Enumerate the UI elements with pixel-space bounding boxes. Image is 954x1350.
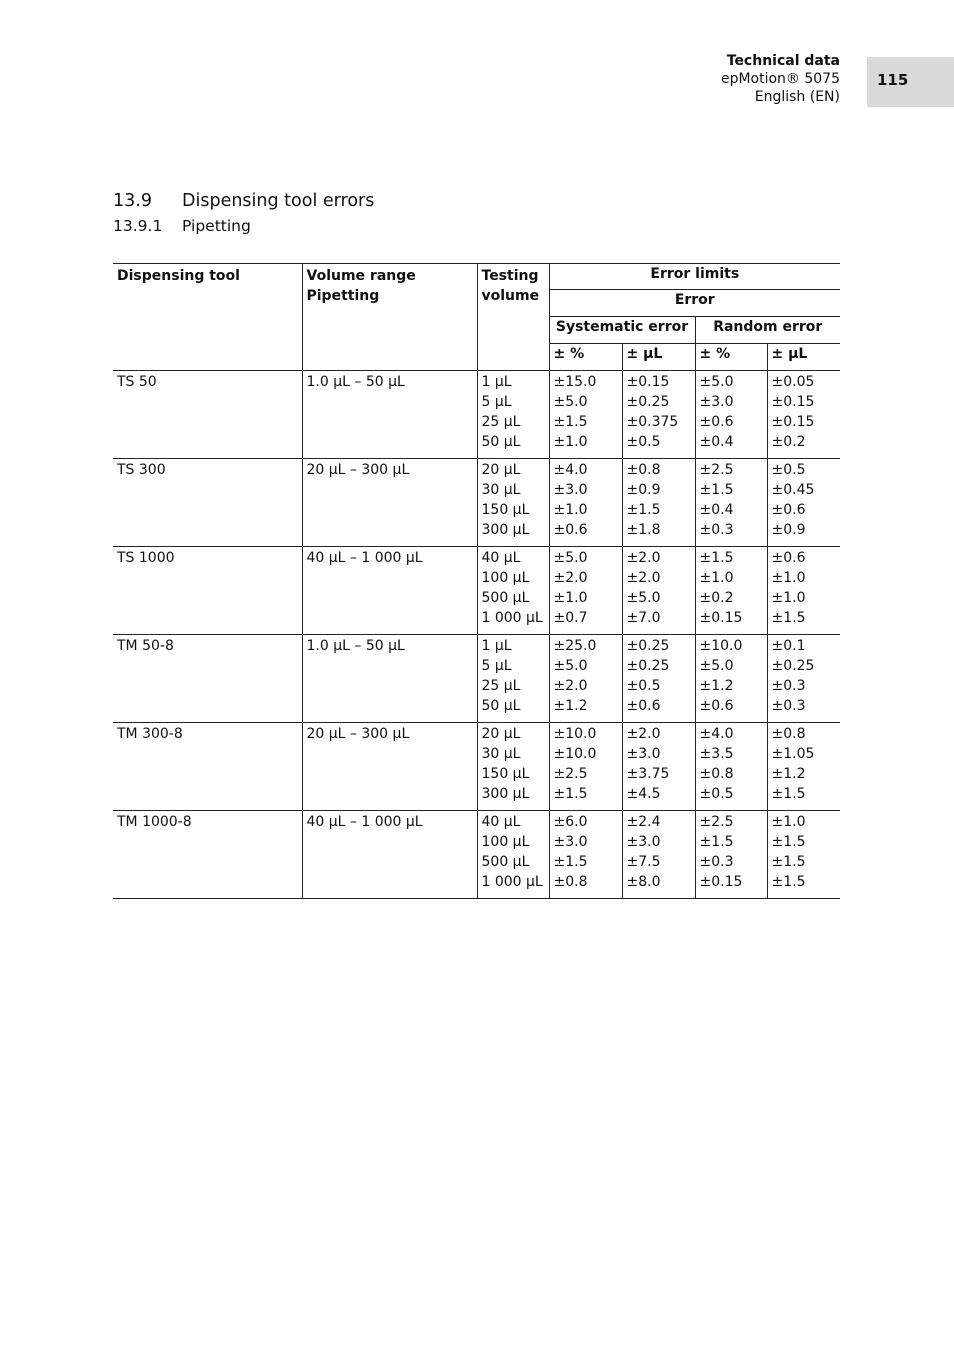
cell-value: ±1.5 bbox=[553, 854, 588, 870]
cell-value: ±1.5 bbox=[553, 414, 588, 430]
cell-value: ±0.2 bbox=[771, 434, 806, 450]
cell-value: 5 µL bbox=[481, 394, 512, 410]
header-text-line2: Pipetting bbox=[306, 288, 380, 304]
cell-value: 300 µL bbox=[481, 786, 530, 802]
dispensing-tool-cell: TM 300-8 bbox=[113, 723, 302, 811]
cell-value: ±10.0 bbox=[553, 726, 597, 742]
cell-value: ±2.5 bbox=[699, 462, 734, 478]
cell-value: ±1.5 bbox=[553, 786, 588, 802]
dispensing-tool-cell: TM 1000-8 bbox=[113, 811, 302, 899]
cell-value: ±0.5 bbox=[771, 462, 806, 478]
cell-value: ±0.15 bbox=[771, 414, 815, 430]
cell-value: ±5.0 bbox=[553, 550, 588, 566]
cell-value: ±1.5 bbox=[771, 834, 806, 850]
cell-value: ±0.5 bbox=[699, 786, 734, 802]
running-header bbox=[721, 52, 840, 106]
cell-value: 1 µL bbox=[481, 638, 512, 654]
testing-volumes-cell bbox=[477, 371, 549, 459]
page-number-tab bbox=[867, 57, 954, 107]
cell-value: ±10.0 bbox=[553, 746, 597, 762]
header-product: epMotion® 5075 bbox=[720, 71, 840, 87]
cell-value: ±1.2 bbox=[699, 678, 734, 694]
col-header-error: Error bbox=[549, 290, 840, 317]
cell-value: ±3.0 bbox=[553, 482, 588, 498]
cell-value: ±10.0 bbox=[699, 638, 743, 654]
cell-value: ±5.0 bbox=[553, 394, 588, 410]
cell-value: ±0.4 bbox=[699, 434, 734, 450]
dispensing-tool-cell: TM 50-8 bbox=[113, 635, 302, 723]
cell-value: ±3.0 bbox=[626, 834, 661, 850]
cell-value: ±0.25 bbox=[626, 658, 670, 674]
cell-value: 500 µL bbox=[481, 854, 530, 870]
cell-value: ±15.0 bbox=[553, 374, 597, 390]
col-header-systematic-error: Systematic error bbox=[549, 317, 695, 344]
random-percent-cell bbox=[695, 459, 767, 547]
cell-value: ±1.0 bbox=[553, 590, 588, 606]
subsection-heading bbox=[113, 216, 251, 236]
cell-value: 40 µL bbox=[481, 814, 521, 830]
systematic-ul-cell bbox=[622, 547, 695, 635]
cell-value: ±25.0 bbox=[553, 638, 597, 654]
cell-value: ±1.5 bbox=[771, 786, 806, 802]
cell-value: ±0.6 bbox=[771, 550, 806, 566]
header-language: English (EN) bbox=[754, 89, 840, 105]
cell-value: 50 µL bbox=[481, 434, 521, 450]
systematic-ul-cell bbox=[622, 371, 695, 459]
header-row bbox=[113, 264, 840, 290]
cell-value: 150 µL bbox=[481, 502, 530, 518]
volume-range-cell: 1.0 µL – 50 µL bbox=[302, 635, 477, 723]
cell-value: ±0.9 bbox=[626, 482, 661, 498]
cell-value: ±0.5 bbox=[626, 678, 661, 694]
cell-value: ±0.1 bbox=[771, 638, 806, 654]
cell-value: ±3.0 bbox=[699, 394, 734, 410]
col-header-testing-volume bbox=[477, 264, 549, 371]
cell-value: ±3.0 bbox=[626, 746, 661, 762]
cell-value: ±1.5 bbox=[699, 482, 734, 498]
header-title: Technical data bbox=[726, 53, 840, 69]
testing-volumes-cell bbox=[477, 723, 549, 811]
random-ul-cell bbox=[767, 547, 840, 635]
random-ul-cell bbox=[767, 811, 840, 899]
cell-value: ±1.8 bbox=[626, 522, 661, 538]
cell-value: ±1.5 bbox=[771, 610, 806, 626]
cell-value: ±0.25 bbox=[771, 658, 815, 674]
cell-value: ±5.0 bbox=[553, 658, 588, 674]
random-percent-cell bbox=[695, 371, 767, 459]
testing-volumes-cell bbox=[477, 459, 549, 547]
cell-value: ±1.5 bbox=[626, 502, 661, 518]
cell-value: ±0.3 bbox=[771, 678, 806, 694]
cell-value: ±3.0 bbox=[553, 834, 588, 850]
page-number: 115 bbox=[877, 71, 909, 89]
col-header-rnd-ul: ± µL bbox=[767, 344, 840, 371]
cell-value: ±0.15 bbox=[699, 874, 743, 890]
subsection-number: 13.9.1 bbox=[113, 217, 163, 235]
cell-value: ±0.3 bbox=[699, 522, 734, 538]
systematic-percent-cell bbox=[549, 811, 622, 899]
testing-volumes-cell bbox=[477, 547, 549, 635]
cell-value: 30 µL bbox=[481, 746, 521, 762]
table-row bbox=[113, 723, 840, 811]
cell-value: ±2.0 bbox=[626, 726, 661, 742]
dispensing-tool-cell: TS 1000 bbox=[113, 547, 302, 635]
cell-value: 50 µL bbox=[481, 698, 521, 714]
cell-value: ±0.45 bbox=[771, 482, 815, 498]
volume-range-cell: 40 µL – 1 000 µL bbox=[302, 811, 477, 899]
systematic-percent-cell bbox=[549, 371, 622, 459]
cell-value: ±1.05 bbox=[771, 746, 815, 762]
cell-value: ±0.8 bbox=[771, 726, 806, 742]
cell-value: ±2.0 bbox=[626, 570, 661, 586]
dispensing-tool-cell: TS 300 bbox=[113, 459, 302, 547]
subsection-title: Pipetting bbox=[182, 217, 251, 235]
random-ul-cell bbox=[767, 723, 840, 811]
cell-value: 500 µL bbox=[481, 590, 530, 606]
testing-volumes-cell bbox=[477, 635, 549, 723]
cell-value: ±0.6 bbox=[553, 522, 588, 538]
volume-range-cell: 40 µL – 1 000 µL bbox=[302, 547, 477, 635]
cell-value: ±0.5 bbox=[626, 434, 661, 450]
header-text-line2: volume bbox=[481, 288, 540, 304]
cell-value: 40 µL bbox=[481, 550, 521, 566]
systematic-ul-cell bbox=[622, 723, 695, 811]
col-header-random-error: Random error bbox=[695, 317, 840, 344]
cell-value: 1 000 µL bbox=[481, 874, 543, 890]
volume-range-cell: 20 µL – 300 µL bbox=[302, 459, 477, 547]
cell-value: ±1.0 bbox=[771, 570, 806, 586]
cell-value: ±0.15 bbox=[626, 374, 670, 390]
systematic-percent-cell bbox=[549, 547, 622, 635]
cell-value: 150 µL bbox=[481, 766, 530, 782]
cell-value: ±0.375 bbox=[626, 414, 679, 430]
cell-value: ±5.0 bbox=[626, 590, 661, 606]
cell-value: ±2.5 bbox=[553, 766, 588, 782]
random-percent-cell bbox=[695, 635, 767, 723]
cell-value: ±0.4 bbox=[699, 502, 734, 518]
cell-value: ±1.0 bbox=[553, 502, 588, 518]
table-body bbox=[113, 371, 840, 899]
table-row bbox=[113, 371, 840, 459]
cell-value: ±2.0 bbox=[553, 570, 588, 586]
systematic-percent-cell bbox=[549, 635, 622, 723]
cell-value: ±0.7 bbox=[553, 610, 588, 626]
cell-value: ±4.0 bbox=[553, 462, 588, 478]
section-number: 13.9 bbox=[113, 191, 152, 211]
cell-value: ±2.4 bbox=[626, 814, 661, 830]
random-ul-cell bbox=[767, 635, 840, 723]
dispensing-tool-cell: TS 50 bbox=[113, 371, 302, 459]
cell-value: 1 µL bbox=[481, 374, 512, 390]
cell-value: ±4.0 bbox=[699, 726, 734, 742]
cell-value: 25 µL bbox=[481, 678, 521, 694]
cell-value: ±1.0 bbox=[771, 590, 806, 606]
cell-value: ±4.5 bbox=[626, 786, 661, 802]
cell-value: ±0.6 bbox=[699, 698, 734, 714]
cell-value: ±0.6 bbox=[626, 698, 661, 714]
cell-value: ±0.6 bbox=[699, 414, 734, 430]
cell-value: ±0.3 bbox=[771, 698, 806, 714]
header-text-line1: Testing bbox=[481, 268, 539, 284]
cell-value: ±6.0 bbox=[553, 814, 588, 830]
cell-value: ±7.5 bbox=[626, 854, 661, 870]
cell-value: ±1.2 bbox=[771, 766, 806, 782]
volume-range-cell: 20 µL – 300 µL bbox=[302, 723, 477, 811]
table-row bbox=[113, 811, 840, 899]
cell-value: ±3.75 bbox=[626, 766, 670, 782]
cell-value: 1 000 µL bbox=[481, 610, 543, 626]
testing-volumes-cell bbox=[477, 811, 549, 899]
cell-value: ±1.0 bbox=[699, 570, 734, 586]
cell-value: ±1.0 bbox=[553, 434, 588, 450]
cell-value: 100 µL bbox=[481, 570, 530, 586]
table-row bbox=[113, 547, 840, 635]
random-ul-cell bbox=[767, 371, 840, 459]
cell-value: ±0.8 bbox=[553, 874, 588, 890]
systematic-ul-cell bbox=[622, 459, 695, 547]
random-percent-cell bbox=[695, 547, 767, 635]
col-header-sys-ul: ± µL bbox=[622, 344, 695, 371]
systematic-percent-cell bbox=[549, 723, 622, 811]
cell-value: ±1.0 bbox=[771, 814, 806, 830]
cell-value: ±1.5 bbox=[699, 550, 734, 566]
cell-value: ±0.25 bbox=[626, 638, 670, 654]
header-text-line1: Volume range bbox=[306, 268, 416, 284]
cell-value: 20 µL bbox=[481, 462, 521, 478]
col-header-volume-range bbox=[302, 264, 477, 371]
cell-value: ±1.2 bbox=[553, 698, 588, 714]
header-text: Dispensing tool bbox=[117, 268, 240, 284]
cell-value: 25 µL bbox=[481, 414, 521, 430]
table-row bbox=[113, 459, 840, 547]
col-header-sys-percent: ± % bbox=[549, 344, 622, 371]
systematic-ul-cell bbox=[622, 811, 695, 899]
cell-value: ±1.5 bbox=[699, 834, 734, 850]
cell-value: ±3.5 bbox=[699, 746, 734, 762]
cell-value: ±0.8 bbox=[626, 462, 661, 478]
cell-value: ±1.5 bbox=[771, 854, 806, 870]
cell-value: ±0.25 bbox=[626, 394, 670, 410]
cell-value: 20 µL bbox=[481, 726, 521, 742]
cell-value: ±5.0 bbox=[699, 374, 734, 390]
random-percent-cell bbox=[695, 723, 767, 811]
systematic-ul-cell bbox=[622, 635, 695, 723]
cell-value: ±5.0 bbox=[699, 658, 734, 674]
col-header-rnd-percent: ± % bbox=[695, 344, 767, 371]
cell-value: ±0.2 bbox=[699, 590, 734, 606]
cell-value: ±0.8 bbox=[699, 766, 734, 782]
cell-value: ±7.0 bbox=[626, 610, 661, 626]
cell-value: ±0.15 bbox=[699, 610, 743, 626]
cell-value: ±0.05 bbox=[771, 374, 815, 390]
col-header-error-limits: Error limits bbox=[549, 264, 840, 290]
cell-value: ±2.5 bbox=[699, 814, 734, 830]
cell-value: ±0.6 bbox=[771, 502, 806, 518]
cell-value: 5 µL bbox=[481, 658, 512, 674]
random-ul-cell bbox=[767, 459, 840, 547]
cell-value: ±0.15 bbox=[771, 394, 815, 410]
dispensing-tool-errors-table bbox=[113, 263, 840, 899]
cell-value: ±2.0 bbox=[553, 678, 588, 694]
cell-value: 300 µL bbox=[481, 522, 530, 538]
cell-value: ±2.0 bbox=[626, 550, 661, 566]
section-heading bbox=[113, 190, 374, 212]
cell-value: ±0.3 bbox=[699, 854, 734, 870]
cell-value: ±0.9 bbox=[771, 522, 806, 538]
random-percent-cell bbox=[695, 811, 767, 899]
col-header-dispensing-tool bbox=[113, 264, 302, 371]
volume-range-cell: 1.0 µL – 50 µL bbox=[302, 371, 477, 459]
table-row bbox=[113, 635, 840, 723]
cell-value: ±8.0 bbox=[626, 874, 661, 890]
cell-value: 30 µL bbox=[481, 482, 521, 498]
cell-value: ±1.5 bbox=[771, 874, 806, 890]
section-title: Dispensing tool errors bbox=[182, 191, 375, 211]
systematic-percent-cell bbox=[549, 459, 622, 547]
cell-value: 100 µL bbox=[481, 834, 530, 850]
